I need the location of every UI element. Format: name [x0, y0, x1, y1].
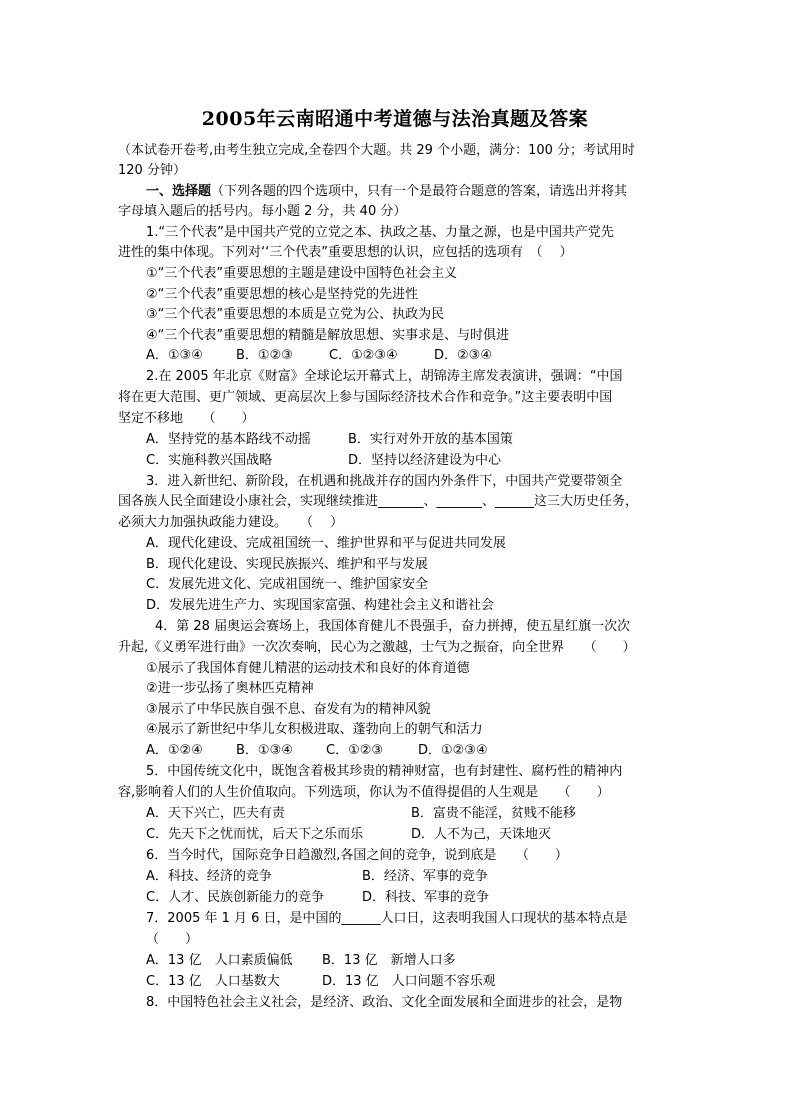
- page-title: 2005年云南昭通中考道德与法治真题及答案: [201, 108, 589, 130]
- q4-option-b: B．①③④: [236, 743, 293, 758]
- q4-option-a: A．①②④: [146, 743, 203, 758]
- q4-stem-2: 升起,《义勇军进行曲》一次次奏响，民心为之激越，士气为之振奋，向全世界 （ ）: [118, 640, 636, 655]
- q5-stem-1: 5．中国传统文化中，既饱含着极其珍贵的精神财富，也有封建性、腐朽性的精神内: [146, 764, 623, 779]
- q4-option-d: D．①②③④: [418, 743, 488, 758]
- section-heading: 一、选择题: [146, 184, 212, 199]
- q6-options-row-2: [146, 888, 646, 908]
- q3-option-c: C．发展先进文化、完成祖国统一、维护国家安全: [146, 577, 429, 592]
- q6-option-b: B．经济、军事的竞争: [362, 869, 488, 884]
- q5-option-b: B．富贵不能淫，贫贱不能移: [411, 806, 576, 821]
- section-instruction-2: 字母填入题后的括号内。每小题 2 分，共 40 分）: [118, 204, 407, 219]
- q2-options-row-1: [146, 430, 646, 450]
- q4-item-3: ③展示了中华民族自强不息、奋发有为的精神风貌: [146, 702, 431, 717]
- q2-stem-1: 2.在 2005 年北京《财富》全球论坛开幕式上，胡锦涛主席发表演讲，强调：“中国: [146, 369, 623, 384]
- q7-option-b: B．13 亿 新增人口多: [322, 953, 456, 968]
- q2-option-a: A．坚持党的基本路线不动摇: [146, 432, 311, 447]
- q2-option-d: D．坚持以经济建设为中心: [348, 453, 502, 468]
- q2-stem-2: 将在更大范围、更广领域、更高层次上参与国际经济技术合作和竞争。”这主要表明中国: [118, 390, 613, 405]
- q5-options-row-1: [146, 804, 646, 824]
- q3-option-b: B．现代化建设、实现民族振兴、维护和平与发展: [146, 557, 428, 572]
- section-instruction-1: （下列各题的四个选项中，只有一个是最符合题意的答案，请选出并将其: [211, 184, 628, 199]
- q1-stem-2: 进性的集中体现。下列对‘‘三个代表”重要思想的认识，应包括的选项有 （ ）: [118, 245, 573, 260]
- q1-item-2: ②“三个代表”重要思想的核心是坚持党的先进性: [146, 287, 419, 302]
- q1-item-3: ③“三个代表”重要思想的本质是立党为公、执政为民: [146, 307, 445, 322]
- q3-option-d: D．发展先进生产力、实现国家富强、构建社会主义和谐社会: [146, 598, 495, 613]
- q4-item-1: ①展示了我国体育健儿精湛的运动技术和良好的体育道德: [146, 661, 470, 676]
- q8-stem-1: 8．中国特色社会主义社会，是经济、政治、文化全面发展和全面进步的社会，是物: [146, 995, 623, 1010]
- q2-option-b: B．实行对外开放的基本国策: [348, 432, 513, 447]
- q5-stem-2: 容,影响着人们的人生价值取向。下列选项，你认为不值得提倡的人生观是 （ ）: [118, 785, 610, 800]
- q7-option-a: A．13 亿 人口素质偏低: [146, 953, 293, 968]
- q7-stem-1: 7．2005 年 1 月 6 日，是中国的______人口日，这表明我国人口现状的基本特点是: [146, 911, 628, 926]
- q3-stem-1: 3．进入新世纪、新阶段，在机遇和挑战并存的国内外条件下，中国共产党要带领全: [146, 474, 623, 489]
- q3-option-a: A．现代化建设、完成祖国统一、维护世界和平与促进共同发展: [146, 536, 506, 551]
- q7-option-c: C．13 亿 人口基数大: [146, 974, 280, 989]
- q7-stem-2: （ ）: [146, 932, 199, 947]
- q1-option-d: D．②③④: [434, 348, 492, 363]
- intro-line-1: （本试卷开卷考,由考生独立完成,全卷四个大题。共 29 个小题，满分：100 分；考试用时: [118, 143, 636, 158]
- section-heading-line: [146, 182, 627, 202]
- q1-stem-1: 1.“三个代表”是中国共产党的立党之本、执政之基、力量之源，也是中国共产党先: [146, 225, 614, 240]
- q1-option-b: B．①②③: [236, 348, 293, 363]
- q7-options-row-1: [146, 951, 646, 971]
- q1-options: [146, 346, 646, 366]
- q6-stem-1: 6．当今时代，国际竞争日趋激烈,各国之间的竞争，说到底是 （ ）: [146, 848, 568, 863]
- q5-option-a: A．天下兴亡，匹夫有责: [146, 806, 285, 821]
- q2-stem-3: 坚定不移地 （ ）: [118, 411, 255, 426]
- q6-option-a: A．科技、经济的竞争: [146, 869, 272, 884]
- q1-option-c: C．①②③④: [329, 348, 398, 363]
- q5-option-d: D．人不为己，天诛地灭: [411, 827, 552, 842]
- q6-option-c: C．人才、民族创新能力的竞争: [146, 890, 325, 905]
- q4-options: [146, 741, 646, 761]
- q1-item-4: ④“三个代表”重要思想的精髓是解放思想、实事求是、与时俱进: [146, 328, 510, 343]
- q2-option-c: C．实施科教兴国战略: [146, 453, 273, 468]
- q1-option-a: A．①③④: [146, 348, 203, 363]
- q3-stem-3: 必须大力加强执政能力建设。 （ ）: [118, 515, 344, 530]
- q3-stem-2: 国各族人民全面建设小康社会，实现继续推进_______、_______、______这三大历史任务，: [118, 494, 639, 509]
- q5-options-row-2: [146, 825, 646, 845]
- q7-option-d: D．13 亿 人口问题不容乐观: [322, 974, 496, 989]
- q4-item-2: ②进一步弘扬了奥林匹克精神: [146, 681, 314, 696]
- q2-options-row-2: [146, 451, 646, 471]
- q6-option-d: D．科技、军事的竞争: [362, 890, 490, 905]
- intro-line-2: 120 分钟）: [118, 163, 186, 178]
- q4-item-4: ④展示了新世纪中华儿女积极进取、蓬勃向上的朝气和活力: [146, 722, 483, 737]
- q6-options-row-1: [146, 867, 646, 887]
- q1-item-1: ①“三个代表”重要思想的主题是建设中国特色社会主义: [146, 266, 458, 281]
- q4-stem-1: 4．第 28 届奥运会赛场上，我国体育健儿不畏强手，奋力拼搏，使五星红旗一次次: [155, 619, 631, 634]
- q4-option-c: C．①②③: [326, 743, 384, 758]
- q5-option-c: C．先天下之忧而忧，后天下之乐而乐: [146, 827, 364, 842]
- q7-options-row-2: [146, 972, 646, 992]
